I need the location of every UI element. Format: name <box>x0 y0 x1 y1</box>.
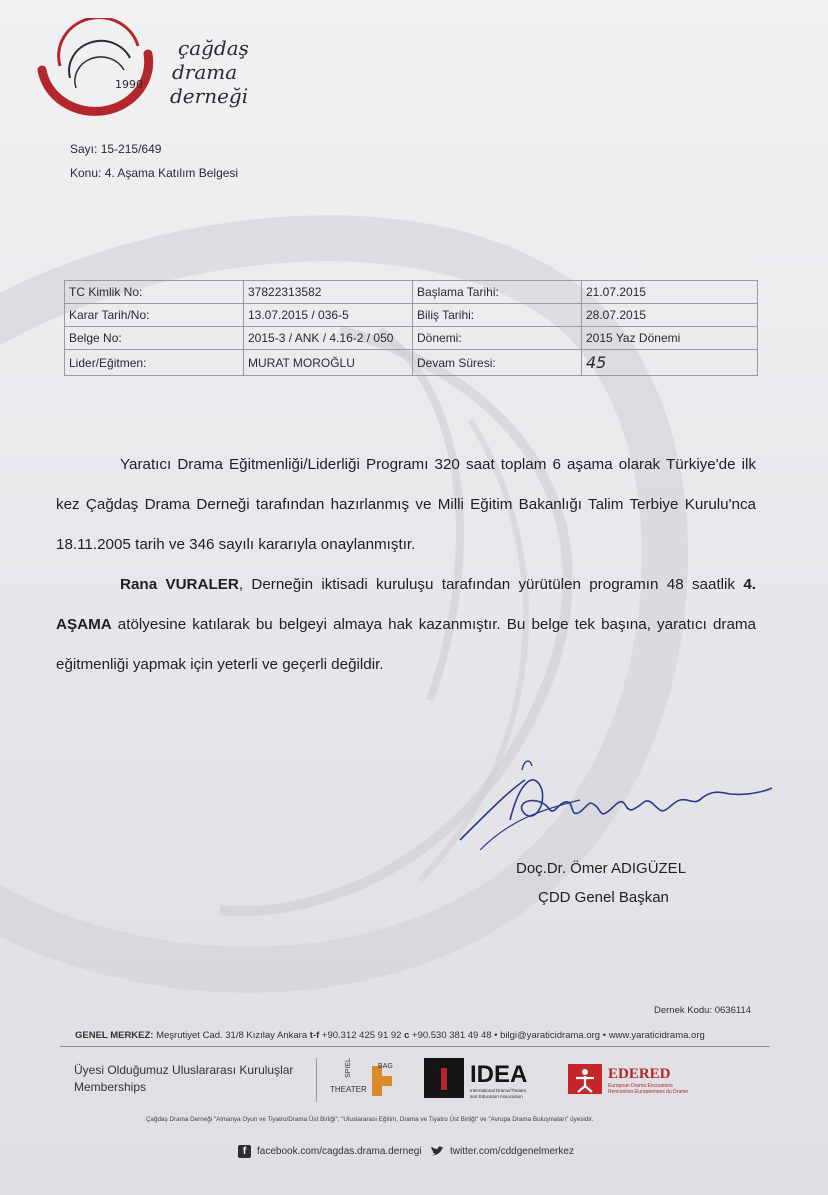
logo-year: 1990 <box>115 78 143 91</box>
logo-word-drama: drama <box>172 60 238 84</box>
mobile-icon: c <box>404 1030 410 1041</box>
edered-logo <box>568 1058 748 1098</box>
twitter-link[interactable]: twitter.com/cddgenelmerkez <box>430 1145 574 1157</box>
svg-text:European Drama Encounters: European Drama Encounters <box>608 1083 673 1089</box>
participant-info-table <box>64 280 758 376</box>
phone-number: +90.312 425 91 92 <box>321 1030 402 1041</box>
svg-text:IDEA: IDEA <box>470 1061 528 1088</box>
spiel-bag-theater-logo <box>328 1058 408 1098</box>
email-link[interactable]: bilgi@yaraticidrama.org <box>500 1030 601 1041</box>
logo-mark <box>30 18 170 128</box>
svg-text:EDERED: EDERED <box>608 1066 671 1082</box>
svg-text:SPIEL: SPIEL <box>345 1058 352 1078</box>
svg-text:Rencontres Européennes du Dram: Rencontres Européennes du Drame <box>608 1089 689 1095</box>
memberships-divider <box>316 1058 317 1102</box>
participant-name: Rana VURALER <box>120 576 239 593</box>
svg-text:THEATER: THEATER <box>330 1085 367 1094</box>
handwritten-signature <box>450 740 780 850</box>
bullet-icon: • <box>602 1030 607 1041</box>
body-paragraph-2: Rana VURALER, Derneğin iktisadi kuruluşu tarafından yürütülen programın 48 saatlik 4. AŞAMA atölyesine katılarak bu belgeyi almaya hak kazanmıştır. Bu belge tek başına, yaratıcı drama eğitmenliği yapmak için yeterli ve geçerli değildir. <box>56 576 756 673</box>
svg-text:International Drama/Theatre: International Drama/Theatre <box>470 1088 527 1093</box>
signer-title: ÇDD Genel Başkan <box>538 889 669 906</box>
idea-logo <box>424 1056 548 1102</box>
logo-word-dernegi: derneği <box>170 84 249 108</box>
association-code: Dernek Kodu: 0636114 <box>654 1005 752 1016</box>
reference-number: Sayı: 15-215/649 <box>70 142 162 156</box>
website-link[interactable]: www.yaraticidrama.org <box>608 1030 705 1041</box>
reference-subject: Konu: 4. Aşama Katılım Belgesi <box>70 166 239 180</box>
body-paragraph-1: Yaratıcı Drama Eğitmenliği/Liderliği Programı 320 saat toplam 6 aşama olarak Türkiye'de ilk kez Çağdaş Drama Derneği tarafından hazırlanmış ve Milli Eğitim Bakanlığı Talim Terbiye Kurulu'nca 18.11.2005 tarih ve 346 sayılı kararıyla onaylanmıştır. <box>56 456 756 553</box>
table-row: TC Kimlik No: 37822313582 Başlama Tarihi: 21.07.2015 <box>65 281 758 304</box>
phone-icon: t-f <box>309 1030 320 1041</box>
membership-note: Çağdaş Drama Derneği "Almanya Oyun ve Tiyatro/Drama Üst Birliği", "Uluslararası Eğitim, Drama ve Tiyatro Üst Birliği" ve "Avrupa Drama Buluşmaları" üyesidir. <box>146 1116 594 1123</box>
footer-address: GENEL MERKEZ: Meşrutiyet Cad. 31/8 Kızılay Ankara t-f +90.312 425 91 92 c +90.530 381 49 48 • bilgi@yaraticidrama.org • www.yaraticidrama.org <box>75 1030 705 1041</box>
memberships-label: Üyesi Olduğumuz Uluslararası Kuruluşlar Memberships <box>74 1063 294 1094</box>
mobile-number: +90.530 381 49 48 <box>412 1030 492 1041</box>
organization-logo <box>30 18 260 128</box>
table-row: Belge No: 2015-3 / ANK / 4.16-2 / 050 Dönemi: 2015 Yaz Dönemi <box>65 327 758 350</box>
twitter-icon <box>430 1145 444 1157</box>
svg-text:and Education Association: and Education Association <box>470 1094 523 1099</box>
footer-divider <box>60 1046 770 1047</box>
bullet-icon: • <box>494 1030 498 1041</box>
facebook-icon: f <box>238 1145 251 1158</box>
logo-word-cagdas: çağdaş <box>178 36 249 60</box>
table-row: Karar Tarih/No: 13.07.2015 / 036-5 Biliş Tarihi: 28.07.2015 <box>65 304 758 327</box>
table-row: Lider/Eğitmen: MURAT MOROĞLU Devam Süresi: 45 <box>65 350 758 376</box>
signer-name: Doç.Dr. Ömer ADIGÜZEL <box>516 860 687 877</box>
handwritten-duration: 45 <box>582 350 758 376</box>
svg-text:BAG: BAG <box>378 1063 393 1070</box>
stage-label: 4. AŞAMA <box>56 576 756 633</box>
facebook-link[interactable]: f facebook.com/cagdas.drama.dernegi <box>238 1145 422 1158</box>
